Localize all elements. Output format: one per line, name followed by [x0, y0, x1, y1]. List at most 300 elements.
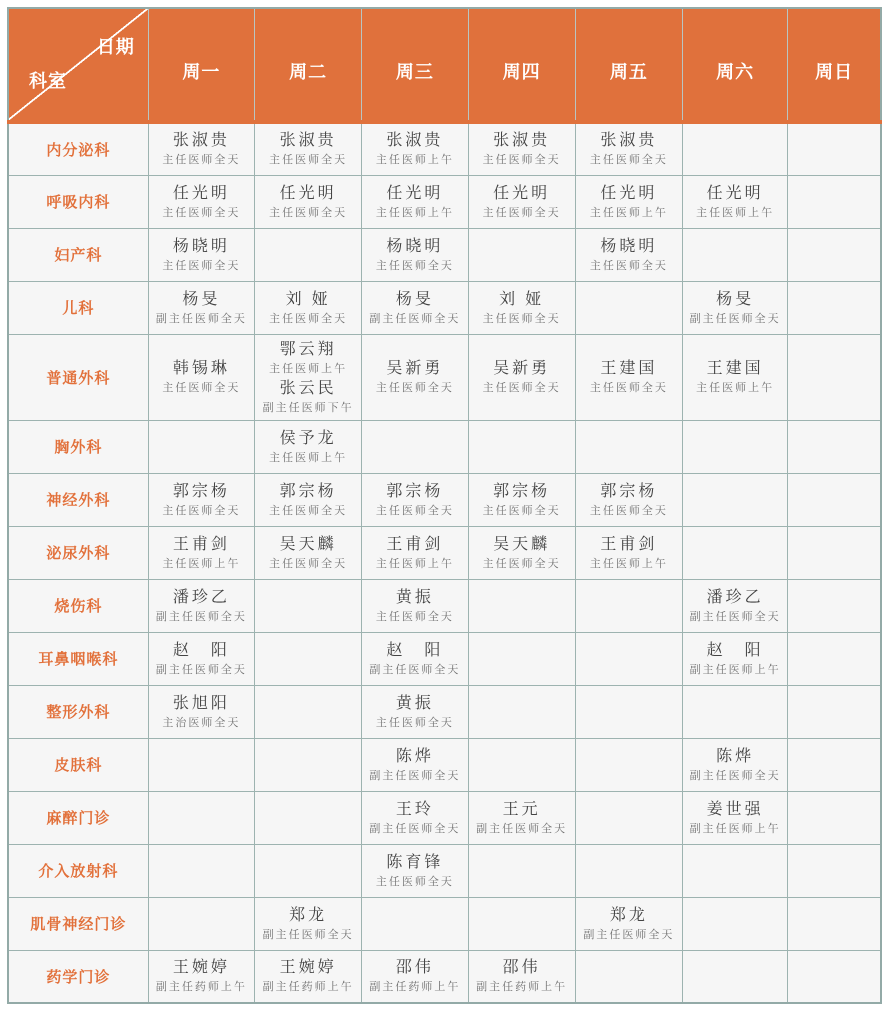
- schedule-cell: [362, 526, 468, 579]
- schedule-entry: [257, 958, 359, 994]
- schedule-cell: [148, 473, 254, 526]
- schedule-cell: [682, 685, 787, 738]
- schedule-entry: [364, 641, 465, 677]
- schedule-cell: [255, 685, 362, 738]
- doctor-name: 张淑贵: [279, 132, 337, 150]
- doctor-title: 主任医师全天: [375, 259, 454, 272]
- schedule-entry: [364, 853, 465, 889]
- dept-cell: 麻醉门诊: [8, 791, 148, 844]
- schedule-entry: [364, 958, 465, 994]
- schedule-cell: [148, 175, 254, 228]
- schedule-cell: [682, 844, 787, 897]
- schedule-entry: [257, 340, 359, 376]
- doctor-title: 副主任药师上午: [369, 981, 461, 994]
- schedule-cell: [575, 122, 682, 175]
- doctor-title: 主任医师全天: [482, 504, 561, 517]
- doctor-title: 主任医师全天: [375, 875, 454, 888]
- dept-cell: 介入放射科: [8, 844, 148, 897]
- schedule-entry: [364, 359, 465, 395]
- table-row: [8, 281, 881, 334]
- schedule-entry: [471, 290, 573, 326]
- schedule-cell: [148, 844, 254, 897]
- schedule-cell: [682, 738, 787, 791]
- schedule-entry: [471, 958, 573, 994]
- schedule-entry: [151, 131, 252, 167]
- dept-cell: 呼吸内科: [8, 175, 148, 228]
- schedule-entry: [257, 429, 359, 465]
- schedule-entry: [364, 800, 465, 836]
- doctor-title: 主治医师全天: [162, 716, 241, 729]
- schedule-cell: [682, 175, 787, 228]
- dept-cell: 整形外科: [8, 685, 148, 738]
- schedule-entry: [364, 588, 465, 624]
- doctor-title: 主任医师上午: [162, 557, 241, 570]
- doctor-title: 主任医师全天: [589, 259, 668, 272]
- doctor-name: 郭宗杨: [493, 482, 551, 500]
- schedule-cell: [468, 175, 575, 228]
- doctor-name: 吴新勇: [386, 360, 444, 377]
- schedule-entry: [151, 184, 252, 220]
- schedule-entry: [364, 290, 465, 326]
- doctor-name: 王元: [502, 800, 541, 818]
- doctor-title: 副主任医师全天: [369, 663, 461, 676]
- doctor-title: 主任医师全天: [375, 504, 454, 517]
- schedule-cell: [468, 685, 575, 738]
- doctor-title: 副主任药师上午: [155, 981, 247, 994]
- table-row: [8, 228, 881, 281]
- schedule-cell: [362, 844, 468, 897]
- doctor-title: 副主任医师全天: [583, 928, 675, 941]
- doctor-title: 主任医师全天: [375, 716, 454, 729]
- doctor-name: 王婉婷: [279, 959, 337, 977]
- doctor-name: 张云民: [279, 379, 337, 397]
- schedule-cell: [362, 122, 468, 175]
- doctor-name: 张淑贵: [386, 132, 444, 150]
- schedule-cell: [575, 844, 682, 897]
- day-header-thu: 周四: [468, 8, 575, 122]
- schedule-entry: [364, 694, 465, 730]
- doctor-name: 王婉婷: [172, 959, 230, 977]
- schedule-cell: [148, 632, 254, 685]
- schedule-entry: [151, 641, 252, 677]
- schedule-cell: [682, 122, 787, 175]
- schedule-cell: [788, 579, 881, 632]
- doctor-name: 张淑贵: [600, 132, 658, 150]
- doctor-title: 主任医师全天: [482, 312, 561, 325]
- schedule-cell: [575, 738, 682, 791]
- table-row: [8, 579, 881, 632]
- schedule-cell: [148, 897, 254, 950]
- schedule-cell: [148, 228, 254, 281]
- doctor-name: 赵 阳: [706, 641, 764, 659]
- schedule-entry: [471, 800, 573, 836]
- corner-label-dept: 科室: [29, 71, 67, 91]
- schedule-entry: [257, 906, 359, 942]
- schedule-cell: [148, 579, 254, 632]
- schedule-cell: [255, 175, 362, 228]
- schedule-cell: [468, 526, 575, 579]
- doctor-name: 吴天麟: [493, 535, 551, 553]
- schedule-entry: [364, 535, 465, 571]
- dept-cell: 妇产科: [8, 228, 148, 281]
- schedule-cell: [468, 228, 575, 281]
- doctor-name: 杨晓明: [386, 237, 444, 255]
- table-row: [8, 897, 881, 950]
- doctor-name: 王建国: [600, 360, 658, 377]
- schedule-cell: [255, 950, 362, 1003]
- schedule-entry: [471, 535, 573, 571]
- doctor-name: 刘 娅: [499, 290, 545, 308]
- schedule-cell: [682, 228, 787, 281]
- dept-cell: 肌骨神经门诊: [8, 897, 148, 950]
- schedule-entry: [257, 290, 359, 326]
- dept-cell: 烧伤科: [8, 579, 148, 632]
- doctor-name: 杨晓明: [600, 237, 658, 255]
- doctor-name: 姜世强: [706, 800, 764, 818]
- schedule-entry: [578, 131, 680, 167]
- schedule-entry: [685, 184, 785, 220]
- doctor-title: 副主任药师上午: [476, 981, 568, 994]
- doctor-title: 主任医师全天: [269, 557, 348, 570]
- doctor-name: 杨旻: [395, 290, 434, 308]
- schedule-cell: [682, 897, 787, 950]
- table-row: [8, 791, 881, 844]
- table-row: [8, 738, 881, 791]
- schedule-cell: [788, 473, 881, 526]
- doctor-title: 副主任医师全天: [155, 610, 247, 623]
- schedule-cell: [255, 420, 362, 473]
- table-row: [8, 122, 881, 175]
- corner-label-date: 日期: [96, 37, 135, 57]
- doctor-title: 主任医师上午: [269, 362, 348, 375]
- schedule-cell: [575, 281, 682, 334]
- doctor-title: 主任医师上午: [375, 557, 454, 570]
- table-row: [8, 685, 881, 738]
- doctor-title: 主任医师全天: [589, 504, 668, 517]
- schedule-entry: [685, 641, 785, 677]
- schedule-cell: [468, 420, 575, 473]
- schedule-entry: [151, 958, 252, 994]
- schedule-cell: [148, 950, 254, 1003]
- schedule-cell: [362, 281, 468, 334]
- doctor-title: 副主任医师上午: [689, 822, 781, 835]
- schedule-cell: [788, 122, 881, 175]
- doctor-name: 郑龙: [289, 906, 328, 924]
- schedule-cell: [575, 175, 682, 228]
- schedule-cell: [362, 632, 468, 685]
- table-row: [8, 420, 881, 473]
- schedule-cell: [362, 579, 468, 632]
- dept-cell: 神经外科: [8, 473, 148, 526]
- doctor-title: 副主任医师全天: [369, 312, 461, 325]
- schedule-cell: [682, 579, 787, 632]
- doctor-name: 邵伟: [502, 959, 541, 977]
- table-row: [8, 473, 881, 526]
- doctor-title: 主任医师全天: [482, 382, 561, 394]
- schedule-cell: [362, 685, 468, 738]
- doctor-name: 郭宗杨: [172, 482, 230, 500]
- doctor-title: 主任医师全天: [482, 154, 561, 167]
- schedule-cell: [788, 897, 881, 950]
- doctor-name: 陈烨: [395, 747, 434, 765]
- doctor-title: 主任医师全天: [482, 206, 561, 219]
- schedule-cell: [682, 281, 787, 334]
- schedule-cell: [788, 950, 881, 1003]
- schedule-cell: [362, 334, 468, 420]
- schedule-entry: [364, 237, 465, 273]
- doctor-title: 主任医师全天: [589, 382, 668, 394]
- doctor-title: 主任医师全天: [162, 206, 241, 219]
- schedule-entry: [685, 800, 785, 836]
- schedule-entry: [471, 482, 573, 518]
- dept-cell: 内分泌科: [8, 122, 148, 175]
- schedule-cell: [468, 281, 575, 334]
- doctor-name: 王甫剑: [386, 535, 444, 553]
- schedule-cell: [255, 526, 362, 579]
- schedule-entry: [685, 290, 785, 326]
- schedule-cell: [682, 950, 787, 1003]
- schedule-cell: [468, 122, 575, 175]
- schedule-cell: [468, 844, 575, 897]
- schedule-entry: [151, 694, 252, 730]
- schedule-cell: [362, 420, 468, 473]
- doctor-name: 黄振: [395, 588, 434, 606]
- schedule-cell: [788, 632, 881, 685]
- schedule-cell: [362, 473, 468, 526]
- table-row: [8, 334, 881, 420]
- schedule-cell: [682, 473, 787, 526]
- schedule-cell: [682, 420, 787, 473]
- schedule-cell: [575, 334, 682, 420]
- doctor-name: 任光明: [172, 184, 230, 202]
- schedule-cell: [788, 791, 881, 844]
- day-header-tue: 周二: [255, 8, 362, 122]
- doctor-name: 陈育锋: [386, 853, 444, 871]
- doctor-name: 吴天麟: [279, 535, 337, 553]
- doctor-title: 主任医师全天: [269, 206, 348, 219]
- dept-cell: 皮肤科: [8, 738, 148, 791]
- schedule-entry: [257, 482, 359, 518]
- schedule-cell: [575, 579, 682, 632]
- schedule-cell: [255, 122, 362, 175]
- table-row: [8, 526, 881, 579]
- schedule-cell: [255, 228, 362, 281]
- schedule-entry: [578, 482, 680, 518]
- schedule-cell: [575, 632, 682, 685]
- doctor-name: 杨晓明: [172, 237, 230, 255]
- doctor-title: 主任医师全天: [162, 382, 241, 394]
- schedule-entry: [578, 535, 680, 571]
- schedule-entry: [578, 237, 680, 273]
- doctor-name: 潘珍乙: [172, 588, 230, 606]
- doctor-title: 副主任药师上午: [262, 981, 354, 994]
- schedule-table: [7, 7, 882, 1004]
- schedule-cell: [788, 685, 881, 738]
- doctor-name: 任光明: [493, 184, 551, 202]
- schedule-entry: [471, 184, 573, 220]
- doctor-name: 邵伟: [395, 959, 434, 977]
- schedule-cell: [682, 334, 787, 420]
- dept-cell: 普通外科: [8, 334, 148, 420]
- day-header-sun: 周日: [788, 8, 881, 122]
- schedule-cell: [362, 897, 468, 950]
- schedule-cell: [575, 526, 682, 579]
- doctor-name: 韩锡琳: [172, 360, 230, 377]
- schedule-cell: [362, 175, 468, 228]
- schedule-entry: [151, 535, 252, 571]
- doctor-title: 主任医师全天: [482, 557, 561, 570]
- schedule-cell: [575, 473, 682, 526]
- schedule-cell: [468, 950, 575, 1003]
- doctor-name: 杨旻: [716, 290, 755, 308]
- schedule-entry: [471, 359, 573, 395]
- schedule-cell: [788, 420, 881, 473]
- schedule-cell: [788, 175, 881, 228]
- dept-cell: 药学门诊: [8, 950, 148, 1003]
- schedule-cell: [255, 738, 362, 791]
- doctor-title: 副主任医师上午: [689, 663, 781, 676]
- schedule-cell: [148, 281, 254, 334]
- doctor-name: 杨旻: [182, 290, 221, 308]
- header-row: [8, 8, 881, 122]
- schedule-entry: [257, 535, 359, 571]
- schedule-entry: [471, 131, 573, 167]
- schedule-cell: [468, 473, 575, 526]
- doctor-title: 副主任医师下午: [262, 401, 354, 414]
- doctor-title: 主任医师全天: [162, 259, 241, 272]
- doctor-name: 张淑贵: [493, 132, 551, 150]
- schedule-cell: [255, 579, 362, 632]
- doctor-name: 郭宗杨: [600, 482, 658, 500]
- doctor-title: 主任医师全天: [269, 312, 348, 325]
- doctor-name: 郭宗杨: [279, 482, 337, 500]
- doctor-name: 任光明: [706, 184, 764, 202]
- schedule-cell: [148, 122, 254, 175]
- corner-cell: [8, 8, 148, 122]
- schedule-entry: [364, 747, 465, 783]
- schedule-cell: [362, 738, 468, 791]
- doctor-name: 赵 阳: [386, 641, 444, 659]
- doctor-title: 主任医师上午: [375, 154, 454, 167]
- doctor-name: 刘 娅: [285, 290, 331, 308]
- doctor-title: 主任医师全天: [589, 154, 668, 167]
- schedule-entry: [685, 359, 785, 395]
- schedule-cell: [468, 738, 575, 791]
- schedule-entry: [257, 131, 359, 167]
- schedule-cell: [255, 281, 362, 334]
- day-header-mon: 周一: [148, 8, 254, 122]
- schedule-entry: [151, 359, 252, 395]
- doctor-title: 主任医师全天: [162, 504, 241, 517]
- day-header-sat: 周六: [682, 8, 787, 122]
- schedule-cell: [468, 579, 575, 632]
- doctor-name: 任光明: [279, 184, 337, 202]
- doctor-title: 主任医师全天: [269, 154, 348, 167]
- schedule-entry: [151, 588, 252, 624]
- schedule-entry: [257, 379, 359, 415]
- doctor-name: 王甫剑: [600, 535, 658, 553]
- schedule-cell: [148, 334, 254, 420]
- doctor-name: 陈烨: [716, 747, 755, 765]
- doctor-title: 主任医师全天: [375, 382, 454, 394]
- doctor-title: 副主任医师全天: [155, 663, 247, 676]
- schedule-cell: [575, 228, 682, 281]
- schedule-entry: [257, 184, 359, 220]
- dept-cell: 泌尿外科: [8, 526, 148, 579]
- doctor-name: 任光明: [386, 184, 444, 202]
- schedule-entry: [364, 131, 465, 167]
- schedule-entry: [685, 588, 785, 624]
- schedule-cell: [468, 791, 575, 844]
- dept-cell: 胸外科: [8, 420, 148, 473]
- doctor-title: 主任医师上午: [696, 206, 775, 219]
- schedule-cell: [788, 844, 881, 897]
- schedule-body: [8, 122, 881, 1003]
- doctor-name: 赵 阳: [172, 641, 230, 659]
- doctor-title: 主任医师上午: [269, 451, 348, 464]
- schedule-cell: [468, 632, 575, 685]
- doctor-name: 王玲: [395, 800, 434, 818]
- schedule-cell: [682, 632, 787, 685]
- schedule-cell: [575, 685, 682, 738]
- doctor-title: 副主任医师全天: [689, 769, 781, 782]
- doctor-title: 主任医师全天: [375, 610, 454, 623]
- doctor-title: 主任医师上午: [589, 206, 668, 219]
- schedule-entry: [151, 237, 252, 273]
- schedule-cell: [468, 334, 575, 420]
- doctor-name: 吴新勇: [493, 360, 551, 377]
- doctor-name: 王甫剑: [172, 535, 230, 553]
- schedule-entry: [364, 482, 465, 518]
- doctor-title: 副主任医师全天: [689, 312, 781, 325]
- doctor-name: 王建国: [706, 360, 764, 377]
- doctor-name: 鄂云翔: [279, 340, 337, 358]
- doctor-name: 黄振: [395, 694, 434, 712]
- schedule-cell: [682, 791, 787, 844]
- schedule-cell: [575, 950, 682, 1003]
- doctor-title: 副主任医师全天: [476, 822, 568, 835]
- schedule-cell: [362, 791, 468, 844]
- doctor-title: 主任医师上午: [696, 382, 775, 394]
- doctor-title: 副主任医师全天: [689, 610, 781, 623]
- doctor-name: 任光明: [600, 184, 658, 202]
- doctor-title: 副主任医师全天: [262, 928, 354, 941]
- schedule-cell: [148, 526, 254, 579]
- doctor-title: 副主任医师全天: [155, 312, 247, 325]
- schedule-cell: [255, 473, 362, 526]
- doctor-name: 张旭阳: [172, 694, 230, 712]
- schedule-cell: [575, 420, 682, 473]
- schedule-entry: [685, 747, 785, 783]
- dept-cell: 耳鼻咽喉科: [8, 632, 148, 685]
- table-row: [8, 844, 881, 897]
- doctor-title: 主任医师全天: [162, 154, 241, 167]
- doctor-title: 副主任医师全天: [369, 769, 461, 782]
- schedule-entry: [151, 482, 252, 518]
- schedule-cell: [255, 844, 362, 897]
- schedule-cell: [788, 281, 881, 334]
- doctor-title: 副主任医师全天: [369, 822, 461, 835]
- schedule-cell: [362, 950, 468, 1003]
- schedule-cell: [788, 334, 881, 420]
- doctor-title: 主任医师全天: [269, 504, 348, 517]
- table-row: [8, 950, 881, 1003]
- table-row: [8, 632, 881, 685]
- doctor-name: 郭宗杨: [386, 482, 444, 500]
- schedule-entry: [151, 290, 252, 326]
- schedule-cell: [148, 738, 254, 791]
- schedule-cell: [575, 897, 682, 950]
